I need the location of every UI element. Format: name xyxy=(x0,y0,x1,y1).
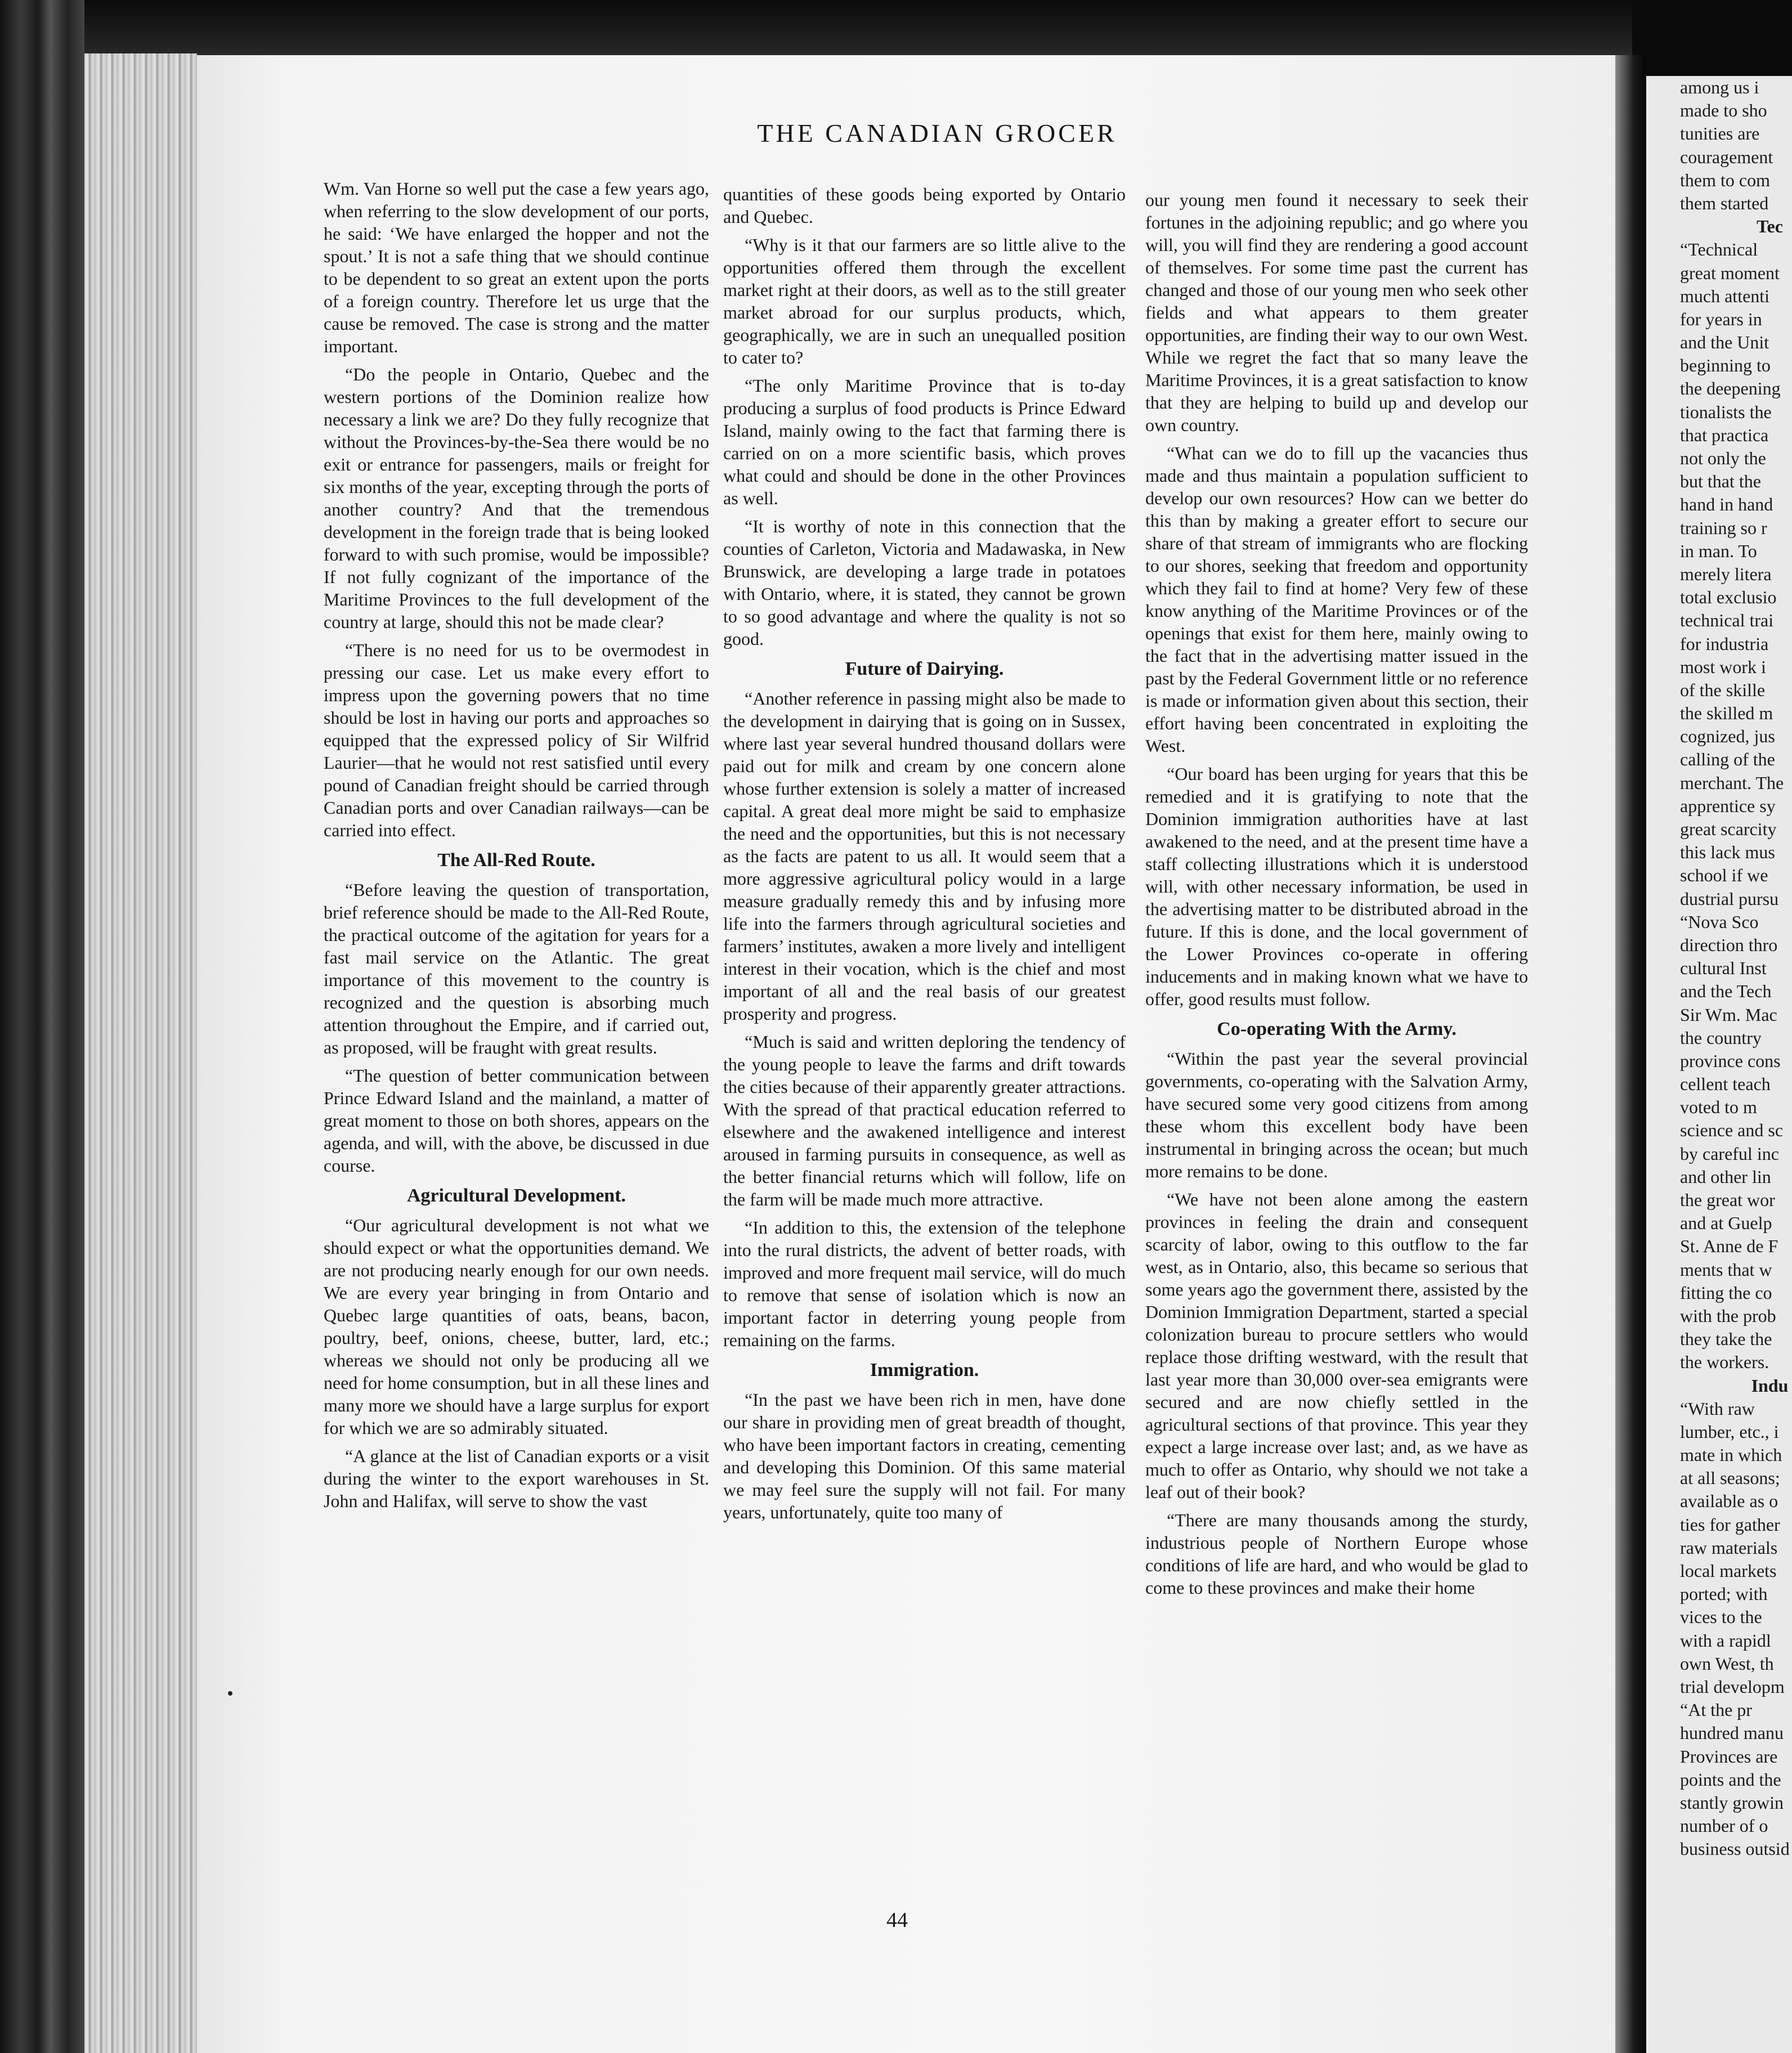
facing-page-line: Tec xyxy=(1757,216,1783,237)
facing-page-line: of the skille xyxy=(1680,679,1766,700)
facing-page-line: lumber, etc., i xyxy=(1680,1421,1779,1442)
column-2 xyxy=(723,183,1126,1529)
facing-page-line: and the Unit xyxy=(1680,332,1769,353)
paragraph: “The question of better communication between Prince Edward Island and the mainland, a matter of great moment to those on both shores, appears on the agenda, and will, with the above, be discussed in due course. xyxy=(324,1065,709,1176)
facing-page-line: this lack mus xyxy=(1680,842,1775,863)
facing-page-line: much attenti xyxy=(1680,285,1770,306)
facing-page-line: local markets xyxy=(1680,1561,1777,1581)
book-binding xyxy=(0,0,84,2053)
facing-page-line: Sir Wm. Mac xyxy=(1680,1004,1777,1025)
paragraph: “There is no need for us to be overmodest in pressing our case. Let us make every effort to impress upon the governing powers that no time should be lost in having our ports and approaches so equipped that the expressed policy of Sir Wilfrid Laurier—that he would not rest satisfied until every pound of Canadian freight should be carried through Canadian ports and over Canadian railways—can be carried into effect. xyxy=(324,640,709,840)
paragraph: Wm. Van Horne so well put the case a few years ago, when referring to the slow development of our ports, he said: ‘We have enlarged the hopper and not the spout.’ It is not a safe thing that we should continue to be dependent to so great an extent upon the ports of a foreign country. Therefore let us urge that the cause be removed. The case is strong and the matter important. xyxy=(324,178,709,356)
facing-page-line: great moment xyxy=(1680,262,1780,283)
page-edges xyxy=(84,53,197,2053)
paragraph: quantities of these goods being exported by Ontario and Quebec. xyxy=(723,184,1126,227)
paragraph: “Much is said and written deploring the tendency of the young people to leave the farms and drift towards the cities because of their apparently greater attractions. With the spread of that practical education referred to elsewhere and the awakened intelligence and interest aroused in farming pursuits in consequence, as well as the better financial returns which will follow, life on the farm will be made much more attractive. xyxy=(723,1032,1126,1209)
facing-page-line: “At the pr xyxy=(1680,1700,1752,1720)
facing-page-line: technical trai xyxy=(1680,610,1774,631)
facing-page-line: business outsid xyxy=(1680,1839,1790,1859)
paragraph: “What can we do to fill up the vacancies thus made and thus maintain a population sufficient to develop our own resources? How can we better do this than by making a greater effort to secure our share of that stream of immigrants who are flocking to our shores, seeking that freedom and opportunity which they fail to find at home? Very few of these know anything of the Maritime Provinces or of the openings that exist for them here, mainly owing to the fact that in the advertising matter issued in the past by the Federal Government little or no reference is made or information given about this section, their effort having been concentrated in exploiting the West. xyxy=(1145,443,1528,756)
facing-page-line: the great wor xyxy=(1680,1190,1775,1210)
facing-page-line: tionalists the xyxy=(1680,401,1772,422)
facing-page-line: great scarcity xyxy=(1680,819,1777,839)
margin-mark xyxy=(228,1691,232,1696)
section-heading: The All-Red Route. xyxy=(437,850,595,871)
facing-page-line: “Nova Sco xyxy=(1680,911,1759,932)
facing-page-line: the skilled m xyxy=(1680,703,1773,724)
paragraph: “In addition to this, the extension of the telephone into the rural districts, the advent of better roads, with improved and more frequent mail service, will do much to remove that sense of isolation which is now an important factor in deterring young people from remaining on the farms. xyxy=(723,1217,1126,1350)
facing-page-line: raw materials xyxy=(1680,1537,1778,1558)
paragraph: “Another reference in passing might also be made to the development in dairying that is going on in Sussex, where last year several hundred thousand dollars were paid out for milk and cream by one concern alone whose further extension is solely a matter of increased capital. A great deal more might be said to emphasize the need and the opportunities, but this is not necessary as the facts are patent to us all. It would seem that a more aggressive agricultural policy would in a large measure gradually remedy this and by infusing more life into the farmers through agricultural societies and farmers’ institutes, awaken a more lively and intelligent interest in their vocation, which is the chief and most important of all and the real basis of our greatest prosperity and progress. xyxy=(723,688,1126,1024)
facing-page-line: at all seasons; xyxy=(1680,1468,1780,1489)
facing-page-line: ported; with xyxy=(1680,1584,1768,1604)
paragraph: “Within the past year the several provincial governments, co-operating with the Salvation Army, have secured some very good citizens from among these whom this excellent body have been instrumental in bringing across the ocean; but much more remains to be done. xyxy=(1145,1048,1528,1181)
paragraph: our young men found it necessary to seek their fortunes in the adjoining republic; and go where you will, you will find they are rendering a good account of themselves. For some time past the current has changed and those of our young men who seek other fields and what appears to them greater opportunities, are finding their way to our own West. While we regret the fact that so many leave the Maritime Provinces, it is a great satisfaction to know that they are helping to build up and develop our own country. xyxy=(1145,190,1528,435)
facing-page-line: for industria xyxy=(1680,633,1769,654)
facing-page-line: but that the xyxy=(1680,471,1761,492)
facing-page-line: the country xyxy=(1680,1027,1762,1048)
facing-page-line: cellent teach xyxy=(1680,1074,1771,1095)
facing-page-line: own West, th xyxy=(1680,1653,1774,1674)
facing-page-line: cultural Inst xyxy=(1680,958,1767,979)
facing-page-line: vices to the xyxy=(1680,1607,1762,1628)
facing-page-line: province cons xyxy=(1680,1050,1781,1071)
facing-page-line: voted to m xyxy=(1680,1097,1757,1118)
section-heading: Immigration. xyxy=(870,1360,979,1380)
facing-page-line: merchant. The xyxy=(1680,772,1784,793)
paragraph: “Before leaving the question of transportation, brief reference should be made to the All-Red Route, the practical outcome of the agitation for years for a fast mail service on the Atlantic. The great importance of this movement to the country is recognized and the question is absorbing much attention throughout the Empire, and if carried out, as proposed, will be fraught with great results. xyxy=(324,880,709,1057)
facing-page-line: couragement xyxy=(1680,146,1773,167)
facing-page-line: hand in hand xyxy=(1680,494,1773,515)
facing-page-line: hundred manu xyxy=(1680,1723,1784,1743)
facing-page-line: number of o xyxy=(1680,1816,1768,1836)
facing-page-line: stantly growin xyxy=(1680,1792,1784,1813)
paragraph: “A glance at the list of Canadian exports or a visit during the winter to the export warehouses in St. John and Halifax, will serve to show the vast xyxy=(324,1446,709,1511)
facing-page-line: and the Tech xyxy=(1680,981,1772,1002)
facing-page-line: them to com xyxy=(1680,169,1770,190)
paragraph: “The only Maritime Province that is to-day producing a surplus of food products is Prince Edward Island, mainly owing to the fact that farming there is carried on on a more scientific basis, which proves what could and should be done in the other Provinces as well. xyxy=(723,375,1126,508)
facing-page-line: with the prob xyxy=(1680,1305,1776,1326)
paragraph: “We have not been alone among the eastern provinces in feeling the drain and consequent scarcity of labor, owing to this outflow to the far west, as in Ontario, also, this became so serious that some years ago the government there, assisted by the Dominion Immigration Department, started a special colonization bureau to procure settlers who would replace those drifting westward, with the result that last year more than 30,000 over-sea emigrants were secured and are now chiefly settled in the agricultural sections of that province. This year they expect a large increase over last; and, as we have as much to offer as Ontario, why should we not take a leaf out of their book? xyxy=(1145,1189,1528,1502)
facing-page-line: “Technical xyxy=(1680,239,1758,260)
facing-page-line: total exclusio xyxy=(1680,587,1777,608)
section-heading: Agricultural Development. xyxy=(406,1185,626,1206)
paragraph: “Why is it that our farmers are so little alive to the opportunities offered them through the excellent market right at their doors, as well as to the still greater market abroad for our surplus products, which, geographically, we are in such an unequalled position to cater to? xyxy=(723,235,1126,367)
facing-page-line: the deepening xyxy=(1680,378,1781,399)
facing-page-line: training so r xyxy=(1680,517,1767,538)
facing-page-line: in man. To xyxy=(1680,540,1757,561)
facing-page-line: for years in xyxy=(1680,308,1762,329)
facing-page-line: them started xyxy=(1680,192,1769,213)
facing-page-line: apprentice sy xyxy=(1680,795,1776,816)
facing-page-line: tunities are xyxy=(1680,123,1760,144)
facing-page-line: fitting the co xyxy=(1680,1282,1772,1303)
facing-page-line: St. Anne de F xyxy=(1680,1236,1778,1257)
facing-page-line: that practica xyxy=(1680,424,1769,445)
facing-page-line: by careful inc xyxy=(1680,1143,1779,1164)
facing-page-line: and at Guelp xyxy=(1680,1213,1772,1234)
facing-page-line: ments that w xyxy=(1680,1259,1772,1280)
paragraph: “Our agricultural development is not what we should expect or what the opportunities demand. We are not producing nearly enough for our own needs. We are every year bringing in from Ontario and Quebec large quantities of oats, beans, bacon, poultry, beef, onions, cheese, butter, lard, etc.; whereas we should not only be producing all we need for home consumption, but in all these lines and many more we should have a large surplus for export for which we are so admirably situated. xyxy=(324,1215,709,1438)
facing-page-line: science and sc xyxy=(1680,1120,1784,1141)
facing-page-line: direction thro xyxy=(1680,934,1778,955)
facing-page-line: they take the xyxy=(1680,1329,1772,1350)
masthead: THE CANADIAN GROCER xyxy=(757,119,1117,147)
paragraph: “In the past we have been rich in men, have done our share in providing men of great breadth of thought, who have been important factors in creating, cementing and developing this Dominion. Of this same material we may feel sure the supply will not fail. For many years, unfortunately, quite too many of xyxy=(723,1389,1126,1522)
page-gutter xyxy=(1615,55,1646,2053)
facing-page-text xyxy=(1646,76,1792,1861)
paragraph: “Our board has been urging for years that this be remedied and it is gratifying to note that the Dominion immigration authorities have at last awakened to the need, and at the present time have a staff collecting illustrations which it is understood will, with other necessary information, be used in the advertising matter to be distributed abroad in the future. If this is done, and the local government of the Lower Provinces co-operate in offering inducements and in making known what we have to offer, good results must follow. xyxy=(1145,764,1528,1009)
scan-shadow xyxy=(84,0,1632,59)
facing-page-line: available as o xyxy=(1680,1491,1778,1512)
facing-page-line: merely litera xyxy=(1680,563,1772,584)
facing-page-line: with a rapidl xyxy=(1680,1630,1771,1651)
column-1 xyxy=(324,177,709,1518)
paragraph: “Do the people in Ontario, Quebec and the western portions of the Dominion realize how necessary a link we are? Do they fully recognize that without the Provinces-by-the-Sea there would be no exit or entrance for passengers, mails or freight for six months of the year, excepting through the ports of another country? And that the tremendous development in the foreign trade that is being looked forward to with such promise, would be impossible? If not fully cognizant of the importance of the Maritime Provinces to the full development of the country at large, should this not be made clear? xyxy=(324,364,709,632)
facing-page-line: beginning to xyxy=(1680,355,1771,376)
column-3 xyxy=(1145,189,1528,1604)
facing-page-line: Provinces are xyxy=(1680,1746,1778,1767)
section-heading: Co-operating With the Army. xyxy=(1217,1019,1457,1039)
facing-page-line: the workers. xyxy=(1680,1352,1769,1373)
page-number: 44 xyxy=(886,1908,908,1932)
paragraph: “It is worthy of note in this connection that the counties of Carleton, Victoria and Madawaska, in New Brunswick, are developing a large trade in potatoes with Ontario, where, it is stated, they cannot be grown to so good advantage and where the quality is not so good. xyxy=(723,516,1126,649)
facing-page-line: among us i xyxy=(1680,77,1759,97)
facing-page-line: ties for gather xyxy=(1680,1514,1780,1535)
facing-page-line: dustrial pursu xyxy=(1680,888,1779,909)
paragraph: “There are many thousands among the sturdy, industrious people of Northern Europe whose conditions of life are hard, and who would be glad to come to these provinces and make their home xyxy=(1145,1510,1528,1598)
facing-page-line: and other lin xyxy=(1680,1166,1771,1187)
facing-page xyxy=(1646,76,1792,2053)
facing-page-line: “With raw xyxy=(1680,1398,1755,1419)
facing-page-line: most work i xyxy=(1680,656,1766,677)
facing-page-line: mate in which xyxy=(1680,1445,1782,1465)
facing-page-line: not only the xyxy=(1680,448,1766,468)
facing-page-line: points and the xyxy=(1680,1769,1781,1790)
facing-page-line: cognized, jus xyxy=(1680,726,1775,747)
facing-page-line: school if we xyxy=(1680,865,1768,886)
facing-page-line: Indu xyxy=(1751,1375,1789,1396)
facing-page-line: trial developm xyxy=(1680,1676,1785,1697)
facing-page-line: calling of the xyxy=(1680,749,1775,770)
section-heading: Future of Dairying. xyxy=(845,658,1004,679)
facing-page-line: made to sho xyxy=(1680,100,1767,121)
